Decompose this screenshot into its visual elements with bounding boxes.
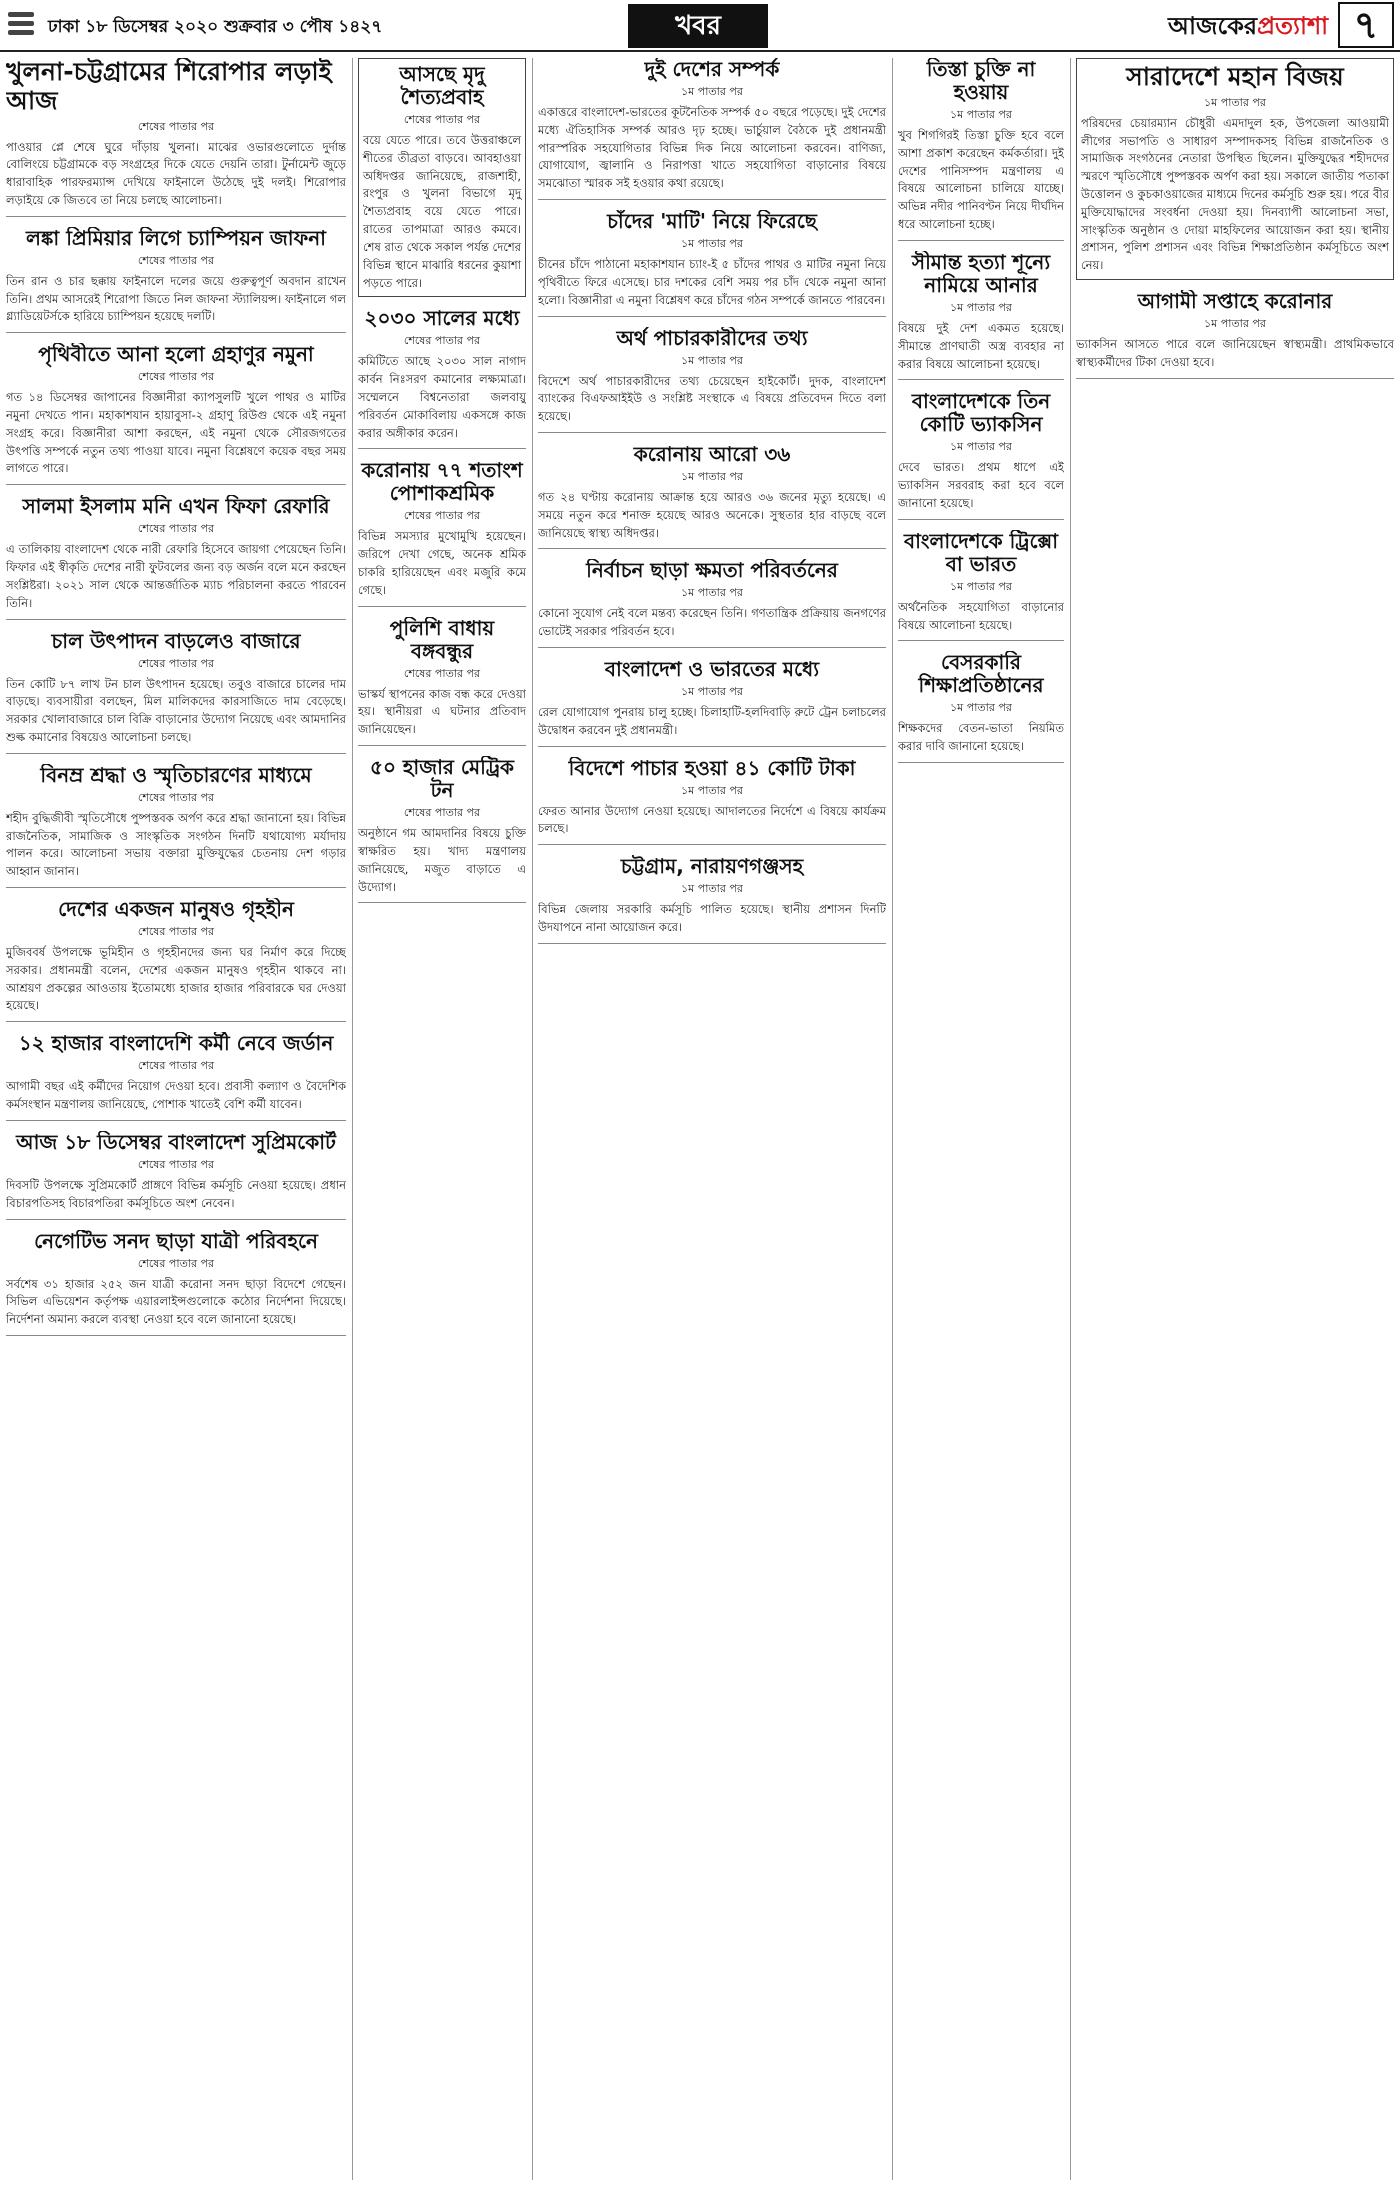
continued-label: ১ম পাতার পর	[681, 783, 743, 797]
news-article	[898, 58, 1064, 241]
news-article	[358, 58, 526, 297]
article-body: খুব শিগগিরই তিস্তা চুক্তি হবে বলে আশা প্রকাশ করেছেন কর্মকর্তারা। দুই দেশের পানিসম্পদ মন্ত্রণালয় এ বিষয়ে আলোচনা চালিয়ে যাচ্ছে। অভিন্ন নদীর পানিবণ্টন নিয়ে দীর্ঘদিন ধরে আলোচনা হচ্ছে।	[898, 128, 1064, 232]
article-body: একাত্তরে বাংলাদেশ-ভারতের কূটনৈতিক সম্পর্ক ৫০ বছরে পড়েছে। দুই দেশের মধ্যে ঐতিহাসিক সম্পর্ক আরও দৃঢ় হচ্ছে। ভার্চুয়াল বৈঠকে দুই প্রধানমন্ত্রী পারস্পরিক সহযোগিতার বিভিন্ন দিক নিয়ে আলোচনা করবেন। বাণিজ্য, যোগাযোগ, জ্বালানি ও নিরাপত্তা খাতে সহযোগিতা বাড়ানোর বিষয়ে সমঝোতা স্মারক সই হওয়ার কথা রয়েছে।	[538, 105, 886, 191]
column-1	[6, 58, 346, 2180]
news-article	[6, 1230, 346, 1336]
article-body: কমিটিতে আছে ২০৩০ সাল নাগাদ কার্বন নিঃসরণ কমানোর লক্ষ্যমাত্রা। সম্মেলনে বিশ্বনেতারা জলবায়ু পরিবর্তন মোকাবিলায় একসঙ্গে কাজ করার অঙ্গীকার করেন।	[358, 354, 526, 440]
article-body: গত ১৪ ডিসেম্বর জাপানের বিজ্ঞানীরা ক্যাপসুলটি খুলে পাথর ও মাটির নমুনা দেখতে পান। মহাকাশযান হায়াবুসা-২ গ্রহাণু রিউগু থেকে এই নমুনা সংগ্রহ করে। বিজ্ঞানীরা আশা করছেন, এই নমুনা থেকে সৌরজগতের উৎপত্তি সম্পর্কে নতুন তথ্য পাওয়া যাবে। নমুনা বিশ্লেষণে কয়েক বছর সময় লাগতে পারে।	[6, 390, 346, 476]
news-article	[1076, 58, 1394, 280]
news-article	[538, 658, 886, 747]
news-article	[538, 757, 886, 846]
news-article	[6, 227, 346, 333]
article-headline: বাংলাদেশ ও ভারতের মধ্যে	[604, 658, 820, 681]
continued-label: ১ম পাতার পর	[681, 469, 743, 483]
article-body: চীনের চাঁদে পাঠানো মহাকাশযান চ্যাং-ই ৫ চাঁদের পাথর ও মাটির নমুনা নিয়ে পৃথিবীতে ফিরে এসেছে। চার দশকের বেশি সময় পর চাঁদ থেকে নমুনা আনা হলো। বিজ্ঞানীরা এ নমুনা বিশ্লেষণ করে চাঁদের গঠন সম্পর্কে জানতে পারবেন।	[538, 257, 886, 307]
news-article	[898, 390, 1064, 519]
continued-label: ১ম পাতার পর	[681, 882, 743, 896]
continued-label: শেষের পাতার পর	[403, 666, 481, 680]
article-headline: নেগেটিভ সনদ ছাড়া যাত্রী পরিবহনে	[34, 1229, 318, 1253]
article-headline: অর্থ পাচারকারীদের তথ্য	[616, 326, 808, 350]
continued-label: ১ম পাতার পর	[681, 85, 743, 98]
article-headline: পুলিশি বাধায় বঙ্গবন্ধুর	[389, 616, 495, 663]
article-headline: খুলনা-চট্টগ্রামের শিরোপার লড়াই আজ	[6, 58, 332, 115]
news-article	[6, 1032, 346, 1121]
article-headline: করোনায় আরো ৩৬	[633, 442, 791, 466]
news-article	[6, 495, 346, 619]
article-headline: বিনম্র শ্রদ্ধা ও স্মৃতিচারণের মাধ্যমে	[40, 763, 312, 787]
article-headline: চাল উৎপাদন বাড়লেও বাজারে	[51, 629, 301, 653]
article-body: আগামী বছর এই কর্মীদের নিয়োগ দেওয়া হবে। প্রবাসী কল্যাণ ও বৈদেশিক কর্মসংস্থান মন্ত্রণালয় জানিয়েছে, পোশাক খাতেই বেশি কর্মী যাবেন।	[6, 1079, 346, 1112]
article-headline: বাংলাদেশকে ট্রিক্সো বা ভারত	[903, 529, 1059, 576]
continued-label: শেষের পাতার পর	[137, 656, 215, 670]
continued-label: ১ম পাতার পর	[1204, 95, 1266, 109]
article-body: দেবে ভারত। প্রথম ধাপে এই ভ্যাকসিন সরবরাহ করা হবে বলে জানানো হয়েছে।	[898, 460, 1064, 510]
article-body: ভ্যাকসিন আসতে পারে বলে জানিয়েছেন স্বাস্থ্যমন্ত্রী। প্রাথমিকভাবে স্বাস্থ্যকর্মীদের টিকা দেওয়া হবে।	[1076, 337, 1394, 369]
article-body: পাওয়ার প্লে শেষে ঘুরে দাঁড়ায় খুলনা। মাঝের ওভারগুলোতে দুর্দান্ত বোলিংয়ে চট্টগ্রামকে বড় সংগ্রহের দিকে যেতে দেয়নি তারা। টুর্নামেন্ট জুড়ে ধারাবাহিক পারফরম্যান্স দেখিয়ে ফাইনালে উঠেছে দুই দলই। শিরোপার লড়াইয়ে কে জিতবে তা নিয়ে চলছে আলোচনা।	[6, 139, 346, 207]
article-body: দিবসটি উপলক্ষে সুপ্রিমকোর্ট প্রাঙ্গণে বিভিন্ন কর্মসূচি নেওয়া হয়েছে। প্রধান বিচারপতিসহ বিচারপতিরা কর্মসূচিতে অংশ নেবেন।	[6, 1177, 346, 1210]
continued-label: শেষের পাতার পর	[403, 113, 481, 126]
article-body: কোনো সুযোগ নেই বলে মন্তব্য করেছেন তিনি। গণতান্ত্রিক প্রক্রিয়ায় জনগণের ভোটেই সরকার পরিবর্তন হবে।	[538, 606, 886, 639]
article-body: সর্বশেষ ৩১ হাজার ২৫২ জন যাত্রী করোনা সনদ ছাড়া বিদেশে গেছেন। সিভিল এভিয়েশন কর্তৃপক্ষ এয়ারলাইন্সগুলোকে কঠোর নির্দেশনা দিয়েছে। নির্দেশনা অমান্য করলে ব্যবস্থা নেওয়া হবে বলে জানানো হয়েছে।	[6, 1276, 346, 1327]
news-article	[6, 630, 346, 754]
continued-label: ১ম পাতার পর	[950, 300, 1012, 314]
continued-label: শেষের পাতার পর	[137, 253, 215, 267]
continued-label: শেষের পাতার পর	[137, 1059, 215, 1073]
article-headline: তিস্তা চুক্তি না হওয়ায়	[926, 58, 1036, 104]
article-body: ফেরত আনার উদ্যোগ নেওয়া হয়েছে। আদালতের নির্দেশে এ বিষয়ে কার্যক্রম চলছে।	[538, 803, 886, 836]
article-body: বিভিন্ন সমস্যার মুখোমুখি হয়েছেন। জরিপে দেখা গেছে, অনেক শ্রমিক চাকরি হারিয়েছেন এবং মজুরি কমে গেছে।	[358, 529, 526, 597]
column-2	[358, 58, 526, 2180]
article-headline: সীমান্ত হত্যা শূন্যে নামিয়ে আনার	[911, 250, 1051, 297]
article-body: মুজিববর্ষ উপলক্ষে ভূমিহীন ও গৃহহীনদের জন্য ঘর নির্মাণ করে দিচ্ছে সরকার। প্রধানমন্ত্রী বলেন, দেশের একজন মানুষও গৃহহীন থাকবে না। আশ্রয়ণ প্রকল্পের আওতায় ইতোমধ্যে হাজার হাজার পরিবারকে ঘর দেওয়া হয়েছে।	[6, 945, 346, 1013]
article-headline: পৃথিবীতে আনা হলো গ্রহাণুর নমুনা	[38, 343, 314, 367]
article-body: তিন রান ও চার ছক্কায় ফাইনালে দলের জয়ে গুরুত্বপূর্ণ অবদান রাখেন তিনি। প্রথম আসরেই শিরোপা জিতে নিল জাফনা স্ট্যালিয়ন্স। ফাইনালে গল গ্ল্যাডিয়েটর্সকে হারিয়ে চ্যাম্পিয়ন হয়েছে দলটি।	[6, 273, 346, 324]
continued-label: ১ম পাতার পর	[950, 108, 1012, 121]
dateline: ঢাকা ১৮ ডিসেম্বর ২০২০ শুক্রবার ৩ পৌষ ১৪২৭	[48, 17, 383, 37]
news-article	[6, 898, 346, 1022]
continued-label: শেষের পাতার পর	[137, 370, 215, 384]
continued-label: শেষের পাতার পর	[137, 522, 215, 536]
article-headline: নির্বাচন ছাড়া ক্ষমতা পরিবর্তনের	[586, 559, 838, 583]
article-body: রেল যোগাযোগ পুনরায় চালু হচ্ছে। চিলাহাটি-হলদিবাড়ি রুটে ট্রেন চলাচলের উদ্বোধন করবেন দুই প্রধানমন্ত্রী।	[538, 705, 886, 737]
article-body: অনুষ্ঠানে গম আমদানির বিষয়ে চুক্তি স্বাক্ষরিত হয়। খাদ্য মন্ত্রণালয় জানিয়েছে, মজুত বাড়াতে এ উদ্যোগ।	[358, 826, 526, 894]
article-headline: বেসরকারি শিক্ষাপ্রতিষ্ঠানের	[918, 651, 1044, 698]
article-headline: চট্টগ্রাম, নারায়ণগঞ্জসহ	[620, 855, 804, 879]
article-body: বয়ে যেতে পারে। তবে উত্তরাঞ্চলে শীতের তীব্রতা বাড়বে। আবহাওয়া অধিদপ্তর জানিয়েছে, রাজশাহী, রংপুর ও খুলনা বিভাগে মৃদু শৈত্যপ্রবাহ বয়ে যেতে পারে। রাতের তাপমাত্রা আরও কমবে। শেষ রাত থেকে সকাল পর্যন্ত দেশের বিভিন্ন স্থানে মাঝারি ধরনের কুয়াশা পড়তে পারে।	[363, 133, 521, 290]
article-headline: আগামী সপ্তাহে করোনার	[1137, 290, 1333, 314]
continued-label: ১ম পাতার পর	[1204, 317, 1266, 331]
article-headline: করোনায় ৭৭ শতাংশ পোশাকশ্রমিক	[361, 459, 523, 506]
news-article	[358, 756, 526, 903]
news-article	[358, 459, 526, 606]
article-body: শিক্ষকদের বেতন-ভাতা নিয়মিত করার দাবি জানানো হয়েছে।	[898, 721, 1064, 754]
continued-label: শেষের পাতার পর	[137, 119, 215, 133]
article-headline: দেশের একজন মানুষও গৃহহীন	[58, 898, 294, 921]
continued-label: শেষের পাতার পর	[137, 1256, 215, 1270]
continued-label: শেষের পাতার পর	[137, 925, 215, 938]
column-3	[538, 58, 886, 2180]
news-article	[538, 58, 886, 200]
article-body: এ তালিকায় বাংলাদেশ থেকে নারী রেফারি হিসেবে জায়গা পেয়েছেন তিনি। ফিফার এই স্বীকৃতি দেশের নারী ফুটবলের জন্য বড় অর্জন বলে মনে করছেন সংশ্লিষ্টরা। ২০২১ সাল থেকে আন্তর্জাতিক ম্যাচ পরিচালনা করতে পারবেন তিনি।	[6, 542, 346, 610]
continued-label: ১ম পাতার পর	[681, 685, 743, 698]
article-body: পরিষদের চেয়ারম্যান চৌধুরী এমদাদুল হক, উপজেলা আওয়ামী লীগের সভাপতি ও সাধারণ সম্পাদকসহ বিভিন্ন রাজনৈতিক ও সামাজিক সংগঠনের নেতারা উপস্থিত ছিলেন। মুক্তিযুদ্ধের শহীদদের স্মরণে স্মৃতিসৌধে পুষ্পস্তবক অর্পণ করা হয়। সকালে জাতীয় পতাকা উত্তোলন ও কুচকাওয়াজের মাধ্যমে দিনের কর্মসূচি শুরু হয়। পরে বীর মুক্তিযোদ্ধাদের সংবর্ধনা দেওয়া হয়। দিনব্যাপী আলোচনা সভা, সাংস্কৃতিক অনুষ্ঠান ও দোয়া মাহফিলের আয়োজন করা হয়। স্থানীয় প্রশাসন, পুলিশ প্রশাসন এবং বিভিন্ন শিক্ষাপ্রতিষ্ঠান কর্মসূচিতে অংশ নেয়।	[1081, 115, 1389, 273]
continued-label: শেষের পাতার পর	[403, 334, 481, 348]
newspaper-logo: আজকেরপ্রত্যাশা	[1168, 11, 1329, 40]
news-article	[6, 764, 346, 888]
news-article	[358, 307, 526, 449]
article-body: গত ২৪ ঘণ্টায় করোনায় আক্রান্ত হয়ে আরও ৩৬ জনের মৃত্যু হয়েছে। এ সময়ে নতুন করে শনাক্ত হয়েছে আরও অনেকে। সুস্থতার হার বাড়ছে বলে জানিয়েছে স্বাস্থ্য অধিদপ্তর।	[538, 489, 886, 540]
article-headline: আজ ১৮ ডিসেম্বর বাংলাদেশ সুপ্রিমকোর্ট	[16, 1130, 336, 1154]
article-body: বিদেশে অর্থ পাচারকারীদের তথ্য চেয়েছেন হাইকোর্ট। দুদক, বাংলাদেশ ব্যাংকের বিএফআইইউ ও সংশ্লিষ্ট সংস্থাকে এ বিষয়ে প্রতিবেদন দিতে বলা হয়েছে।	[538, 373, 886, 424]
article-headline: সালমা ইসলাম মনি এখন ফিফা রেফারি	[22, 495, 330, 519]
column-4	[898, 58, 1064, 2180]
article-headline: লঙ্কা প্রিমিয়ার লিগে চ্যাম্পিয়ন জাফনা	[26, 226, 326, 250]
continued-label: ১ম পাতার পর	[950, 579, 1012, 593]
news-article	[358, 617, 526, 746]
news-article	[6, 343, 346, 485]
page-header	[0, 0, 1400, 52]
article-body: অর্থনৈতিক সহযোগিতা বাড়ানোর বিষয়ে আলোচনা হয়েছে।	[898, 599, 1064, 632]
continued-label: ১ম পাতার পর	[950, 701, 1012, 715]
article-headline: দুই দেশের সম্পর্ক	[644, 58, 780, 81]
article-headline: বিদেশে পাচার হওয়া ৪১ কোটি টাকা	[568, 756, 856, 780]
article-headline: ২০৩০ সালের মধ্যে	[364, 307, 520, 331]
continued-label: ১ম পাতার পর	[950, 440, 1012, 454]
news-article	[1076, 290, 1394, 379]
continued-label: ১ম পাতার পর	[681, 237, 743, 251]
news-article	[538, 327, 886, 433]
news-article	[898, 651, 1064, 763]
column-5	[1076, 58, 1394, 2180]
continued-label: ১ম পাতার পর	[681, 586, 743, 600]
article-body: শহীদ বুদ্ধিজীবী স্মৃতিসৌধে পুষ্পস্তবক অর্পণ করে শ্রদ্ধা জানানো হয়। বিভিন্ন রাজনৈতিক, সামাজিক ও সাংস্কৃতিক সংগঠন দিনটি যথাযোগ্য মর্যাদায় পালন করে। আলোচনা সভায় বক্তারা মুক্তিযুদ্ধের চেতনায় দেশ গড়ার আহ্বান জানান।	[6, 810, 346, 879]
news-article	[898, 530, 1064, 642]
news-article	[898, 251, 1064, 380]
article-headline: চাঁদের 'মাটি' নিয়ে ফিরেছে	[607, 210, 817, 234]
news-article	[538, 443, 886, 549]
continued-label: ১ম পাতার পর	[681, 353, 743, 367]
article-headline: বাংলাদেশকে তিন কোটি ভ্যাকসিন	[911, 390, 1051, 437]
section-title: খবর	[628, 4, 768, 48]
continued-label: শেষের পাতার পর	[137, 790, 215, 804]
article-body: তিন কোটি ৮৭ লাখ টন চাল উৎপাদন হয়েছে। তবুও বাজারে চালের দাম বাড়ছে। ব্যবসায়ীরা বলছেন, মিল মালিকদের কারসাজিতে দাম বেড়েছে। সরকার খোলাবাজারে চাল বিক্রি বাড়ানোর উদ্যোগ নিয়েছে এবং আমদানির শুল্ক কমানোর বিষয়েও আলোচনা চলছে।	[6, 676, 346, 744]
article-headline: আসছে মৃদু শৈত্যপ্রবাহ	[399, 62, 485, 109]
continued-label: শেষের পাতার পর	[137, 1157, 215, 1171]
news-article	[538, 210, 886, 316]
continued-label: শেষের পাতার পর	[403, 509, 481, 523]
article-body: বিভিন্ন জেলায় সরকারি কর্মসূচি পালিত হয়েছে। স্থানীয় প্রশাসন দিনটি উদযাপনে নানা আয়োজন করে।	[538, 902, 886, 935]
article-body: বিষয়ে দুই দেশ একমত হয়েছে। সীমান্তে প্রাণঘাতী অস্ত্র ব্যবহার না করার বিষয়ে আলোচনা হয়েছে।	[898, 320, 1064, 371]
article-headline: ১২ হাজার বাংলাদেশি কর্মী নেবে জর্ডান	[18, 1032, 334, 1056]
page-number: ৭	[1338, 2, 1394, 48]
news-article	[6, 58, 346, 217]
article-headline: সারাদেশে মহান বিজয়	[1126, 62, 1344, 91]
news-article	[6, 1131, 346, 1220]
article-body: ভাস্কর্য স্থাপনের কাজ বন্ধ করে দেওয়া হয়। স্থানীয়রা এ ঘটনার প্রতিবাদ জানিয়েছেন।	[358, 686, 526, 737]
news-article	[538, 855, 886, 944]
news-article	[538, 559, 886, 648]
article-headline: ৫০ হাজার মেট্রিক টন	[369, 756, 515, 803]
continued-label: শেষের পাতার পর	[403, 806, 481, 820]
page-stack-icon	[8, 12, 34, 38]
